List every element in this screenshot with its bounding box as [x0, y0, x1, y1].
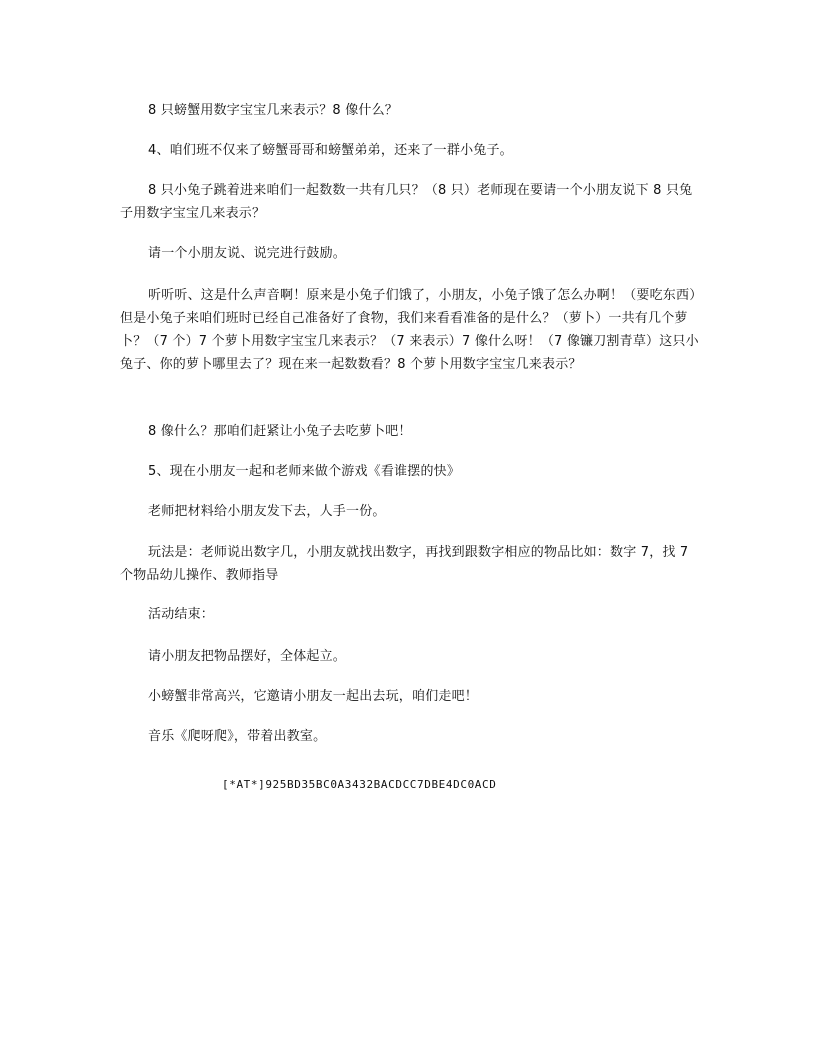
paragraph: 活动结束： — [148, 607, 215, 622]
paragraph: 8 只小兔子跳着进来咱们一起数数一共有几只？（8 只）老师现在要请一个小朋友说下 8 只兔子用数字宝宝几来表示？ — [120, 183, 693, 221]
paragraph: 小螃蟹非常高兴，它邀请小朋友一起出去玩，咱们走吧！ — [148, 689, 479, 704]
paragraph: 老师把材料给小朋友发下去，人手一份。 — [148, 504, 386, 519]
paragraph: 玩法是：老师说出数字几，小朋友就找出数字，再找到跟数字相应的物品比如：数字 7，找 7 个物品幼儿操作、教师指导 — [120, 545, 689, 583]
document-id-code: [*AT*]925BD35BC0A3432BACDCC7DBE4DC0ACD — [222, 778, 497, 791]
paragraph: 听听听、这是什么声音啊！原来是小兔子们饿了，小朋友，小兔子饿了怎么办啊！（要吃东西）但是小兔子来咱们班时已经自己准备好了食物，我们来看看准备的是什么？（萝卜）一共有几个萝卜？（7 个）7 个萝卜用数字宝宝几来表示？（7 来表示）7 像什么呀！（7 像镰刀割青草）这只小兔子、你的萝卜哪里去了？现在来一起数数看？8 个萝卜用数字宝宝几来表示？ — [120, 288, 699, 372]
paragraph: 请一个小朋友说、说完进行鼓励。 — [148, 246, 347, 261]
paragraph: 5、现在小朋友一起和老师来做个游戏《看谁摆的快》 — [148, 464, 461, 479]
paragraph: 8 只螃蟹用数字宝宝几来表示？8 像什么？ — [148, 103, 399, 118]
paragraph: 8 像什么？那咱们赶紧让小兔子去吃萝卜吧！ — [148, 424, 412, 439]
paragraph: 4、咱们班不仅来了螃蟹哥哥和螃蟹弟弟，还来了一群小兔子。 — [148, 143, 513, 158]
paragraph: 音乐《爬呀爬》，带着出教室。 — [148, 729, 327, 744]
paragraph: 请小朋友把物品摆好，全体起立。 — [148, 649, 347, 664]
